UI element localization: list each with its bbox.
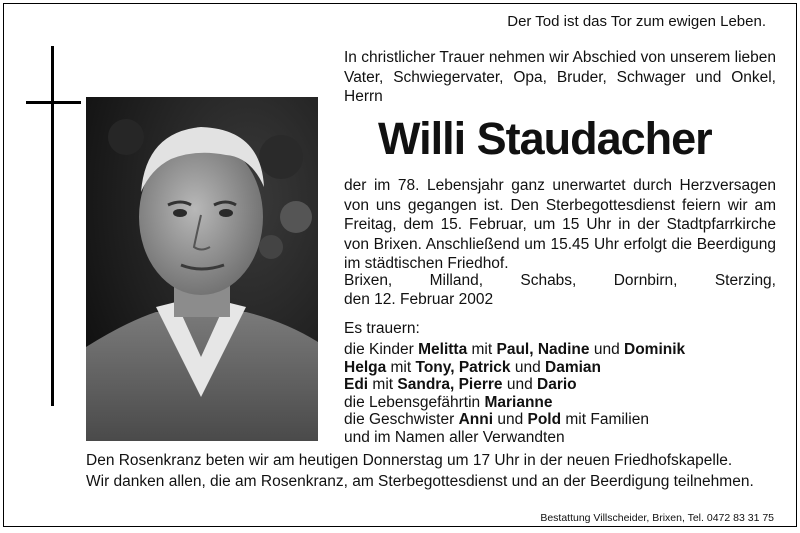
text: die Kinder <box>344 341 419 358</box>
name-bold: Damian <box>545 358 602 376</box>
date-line: den 12. Februar 2002 <box>344 291 494 308</box>
mourners-line <box>344 411 685 429</box>
text: und <box>493 411 528 428</box>
mourners-line <box>344 341 685 359</box>
details-paragraph: der im 78. Lebensjahr ganz unerwartet durch Herzversagen von uns gegangen ist. Den Sterbegottesdienst feiern wir am Freitag, dem 15. Februar, um 15 Uhr in der Stadtpfarrkirche von Brixen. Anschließend um 15.45 Uhr erfolgt die Beerdigung im städtischen Friedhof. <box>344 177 776 272</box>
text: mit <box>368 376 398 393</box>
name-bold: Tony, Patrick <box>415 358 511 376</box>
motto-text: Der Tod ist das Tor zum ewigen Leben. <box>507 13 766 30</box>
text: die Geschwister <box>344 411 459 428</box>
name-bold: Marianne <box>484 393 553 411</box>
name-bold: Paul, Nadine <box>496 341 590 358</box>
cross-symbol-vertical <box>51 46 54 406</box>
name-bold: Dominik <box>624 341 686 358</box>
places-line: Brixen, Milland, Schabs, Dornbirn, Sterzing, <box>344 272 776 289</box>
mourners-line <box>344 359 685 377</box>
text: mit <box>386 358 416 376</box>
name-bold: Pold <box>527 411 562 428</box>
intro-paragraph: In christlicher Trauer nehmen wir Abschied von unserem lieben Vater, Schwiegervater, Opa, Bruder, Schwager und Onkel, Herrn <box>344 49 776 105</box>
name-bold: Dario <box>537 376 577 393</box>
name-bold: Melitta <box>418 341 468 358</box>
text: und <box>589 341 624 358</box>
mourners-line: und im Namen aller Verwandten <box>344 428 565 446</box>
portrait-photo <box>86 97 318 441</box>
mourners-line <box>344 376 685 394</box>
obituary-notice <box>3 3 797 527</box>
text: mit Familien <box>561 411 649 428</box>
mourners-heading: Es trauern: <box>344 320 420 337</box>
cross-symbol-horizontal <box>26 101 81 104</box>
name-bold: Helga <box>344 358 387 376</box>
text: mit <box>467 341 497 358</box>
name-bold: Edi <box>344 376 369 393</box>
text: und <box>510 358 546 376</box>
deceased-name: Willi Staudacher <box>378 113 712 164</box>
text: und <box>502 376 537 393</box>
thanks-notice: Wir danken allen, die am Rosenkranz, am Sterbegottesdienst und an der Beerdigung teilnehmen. <box>86 473 754 490</box>
name-bold: Sandra, Pierre <box>397 376 503 393</box>
undertaker-credit: Bestattung Villscheider, Brixen, Tel. 0472 83 31 75 <box>540 512 774 524</box>
text: die Lebensgefährtin <box>344 393 485 411</box>
mourners-line <box>344 394 685 412</box>
rosary-notice: Den Rosenkranz beten wir am heutigen Donnerstag um 17 Uhr in der neuen Friedhofskapelle. <box>86 452 733 469</box>
name-bold: Anni <box>458 411 494 428</box>
mourners-list <box>344 341 685 446</box>
